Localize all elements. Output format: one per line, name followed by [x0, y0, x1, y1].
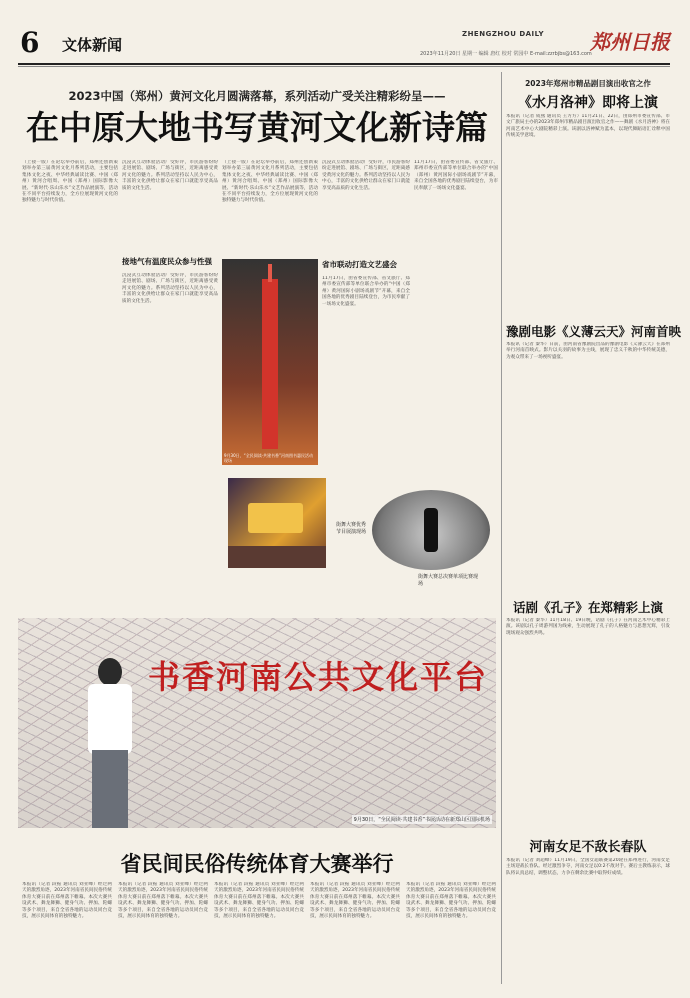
sports-col-1: 本报讯（记者 段振 通讯员 刘亚峰）经过两天的激烈角逐，2023年河南省民间民俗传统体育大赛日前在郑州落下帷幕。本次大赛共设武术、舞龙舞狮、健身气功、押加、陀螺等多个项目，来自全省各地的运动员同台竞技，展示民间体育的独特魅力。 [22, 882, 112, 920]
lead-column-1 [22, 160, 118, 515]
article-4-body: 本报讯（记者 刘超峰）11月19日，全国女超联赛第20轮在郑州进行，河南女足主场迎战长春队。经过激烈争夺，河南女足以0:2不敌对手。赛后主教练表示，球队将认真总结，调整状态，力争在剩余比赛中取得好成绩。 [506, 858, 670, 876]
article-3-title: 话剧《孔子》在郑精彩上演 [512, 600, 663, 615]
subhead-1: 接地气有温度民众参与性强 [122, 257, 212, 266]
lead-column-2 [122, 160, 218, 515]
sports-col-4: 本报讯（记者 段振 通讯员 刘亚峰）经过两天的激烈角逐，2023年河南省民间民俗传统体育大赛日前在郑州落下帷幕。本次大赛共设武术、舞龙舞狮、健身气功、押加、陀螺等多个项目，来自全省各地的运动员同台竞技，展示民间体育的独特魅力。 [310, 882, 400, 920]
photo-dance-2 [372, 490, 490, 570]
person-head [98, 658, 122, 686]
photo-2-caption: 街舞大赛总决赛单项比赛现场 [418, 574, 479, 587]
lead-column-3 [222, 160, 318, 515]
stage-floor [228, 546, 326, 568]
sports-col-5: 本报讯（记者 段振 通讯员 刘亚峰）经过两天的激烈角逐，2023年河南省民间民俗传统体育大赛日前在郑州落下帷幕。本次大赛共设武术、舞龙舞狮、健身气功、押加、陀螺等多个项目，来自全省各地的运动员同台竞技，展示民间体育的独特魅力。 [406, 882, 496, 920]
photo-big-caption: 9月30日，“全民阅读·共建书香”书展活动在新郑山区国际机场 [353, 817, 490, 823]
banner-text: 书香河南公共文化平台 [148, 658, 489, 696]
column-divider [501, 72, 502, 984]
sports-headline: 省民间民俗传统体育大赛举行 [120, 851, 394, 876]
sports-col-3: 本报讯（记者 段振 通讯员 刘亚峰）经过两天的激烈角逐，2023年河南省民间民俗传统体育大赛日前在郑州落下帷幕。本次大赛共设武术、舞龙舞狮、健身气功、押加、陀螺等多个项目，来自全省各地的运动员同台竞技，展示民间体育的独特魅力。 [214, 882, 304, 920]
subhead-2: 省市联动打造文艺盛会 [322, 260, 397, 269]
article-4-title: 河南女足不敌长春队 [529, 840, 647, 855]
article-2-body: 本报讯（记者 秦华）日前，由河南省豫剧院出品的豫剧电影《义薄云天》在郑州举行河南首映式。影片以关羽的故事为主线，展现了忠义千秋的中华传统美德，为观众带来了一场视听盛宴。 [506, 342, 670, 360]
tower-graphic [262, 279, 278, 449]
photo-wall [18, 618, 496, 828]
person-body [88, 684, 132, 754]
body-1-cont: （上接一版）在论坛举办前后，郑州还创新策划举办第三届黄河文化月系列活动，主要包括集体文化之夜、中华经典诵读比赛、中国（郑州）黄河合唱周、中国（郑州）国际影像大展、“新时代·乐山乐水”文艺作品展演等，活动在不同平台持续发力，全方位展现黄河文化的独特魅力与时代价值。 [222, 160, 318, 204]
paper-name-en: ZHENGZHOU DAILY [462, 30, 545, 38]
person-legs [92, 750, 128, 828]
sports-body-columns [22, 882, 496, 982]
tower-spire [268, 264, 272, 282]
sidebar-kicker: 2023年郑州市精品剧目演出收官之作 [525, 79, 651, 88]
lead-kicker: 2023中国（郑州）黄河文化月圆满落幕，系列活动广受关注精彩纷呈—— [68, 89, 446, 103]
section-rule [18, 66, 670, 67]
stage-screen [248, 503, 303, 533]
person-figure [82, 658, 142, 828]
dancer-figure [424, 508, 438, 552]
body-2a: 沉浸式互动体验活动广受好评，市民游客纷纷走进展馆、剧场、广场与街区，近距离感受黄河文化的魅力。系列活动坚持以人民为中心，丰富的文化供给让群众在家门口就能享受高品质的文化生活。 [322, 160, 410, 191]
sports-col-2: 本报讯（记者 段振 通讯员 刘亚峰）经过两天的激烈角逐，2023年河南省民间民俗传统体育大赛日前在郑州落下帷幕。本次大赛共设武术、舞龙舞狮、健身气功、押加、陀螺等多个项目，来自全省各地的运动员同台竞技，展示民间体育的独特魅力。 [118, 882, 208, 920]
lead-column-4 [322, 160, 410, 515]
photo-top-caption: 9月30日，“全民阅读·共建书香”河南图书惠民活动现场 [224, 453, 314, 463]
page-header [18, 26, 670, 62]
article-1-body: 本报讯（记者 成燕 通讯员 王方方）11月21日、22日，由郑州市委宣传部、市文广旅局主办的2023年郑州市精品剧目演出收官之作——舞剧《水月洛神》将在河南艺术中心大剧院精彩上演。该剧以洛神赋为蓝本，以现代舞蹈语汇诠释中国传统美学意境。 [506, 114, 670, 139]
article-1-title: 《水月洛神》即将上演 [518, 95, 658, 111]
photo-dance-1 [228, 478, 326, 568]
lead-headline: 在中原大地书写黄河文化新诗篇 [26, 108, 488, 147]
header-meta: 2023年11月20日 星期一 编辑 唐红 校对 常园中 E-mail:zzrbjbs@163.com [420, 51, 592, 57]
article-3-body: 本报讯（记者 秦华）11月18日、19日晚，话剧《孔子》在河南艺术中心精彩上演。该剧以孔子周游列国为线索，生动展现了孔子的人格魅力与思想光辉，引发现场观众强烈共鸣。 [506, 618, 670, 636]
body-2: 11月17日，由省委宣传部、省文旅厅、郑州市委宣传部等单位联合举办的“中国（郑州）黄河国际小剧场戏剧节”开幕，来自全国各地的优秀剧目陆续登台，为市民奉献了一场场文化盛宴。 [322, 276, 410, 307]
section-name: 文体新闻 [62, 36, 123, 54]
body-1: 沉浸式互动体验活动广受好评，市民游客纷纷走进展馆、剧场、广场与街区，近距离感受黄河文化的魅力。系列活动坚持以人民为中心，丰富的文化供给让群众在家门口就能享受高品质的文化生活。 [122, 273, 218, 304]
body-2-cont: 11月17日，由省委宣传部、省文旅厅、郑州市委宣传部等单位联合举办的“中国（郑州）黄河国际小剧场戏剧节”开幕，来自全国各地的优秀剧目陆续登台，为市民奉献了一场场文化盛宴。 [414, 160, 498, 191]
photo-city [222, 259, 318, 465]
header-rule [18, 63, 670, 65]
article-2-title: 豫剧电影《义薄云天》河南首映 [506, 324, 682, 339]
lead-body-cont: 沉浸式互动体验活动广受好评，市民游客纷纷走进展馆、剧场、广场与街区，近距离感受黄河文化的魅力。系列活动坚持以人民为中心，丰富的文化供给让群众在家门口就能享受高品质的文化生活。 [122, 160, 218, 191]
page-number: 6 [20, 26, 40, 59]
lead-body: （上接一版）在论坛举办前后，郑州还创新策划举办第三届黄河文化月系列活动，主要包括集体文化之夜、中华经典诵读比赛、中国（郑州）黄河合唱周、中国（郑州）国际影像大展、“新时代·乐山乐水”文艺作品展演等，活动在不同平台持续发力，全方位展现黄河文化的独特魅力与时代价值。 [22, 160, 118, 204]
lead-column-5 [414, 160, 498, 360]
paper-logo: 郑州日报 [590, 30, 670, 54]
photo-1-caption: 街舞大赛优秀节目展演现场 [336, 522, 367, 535]
